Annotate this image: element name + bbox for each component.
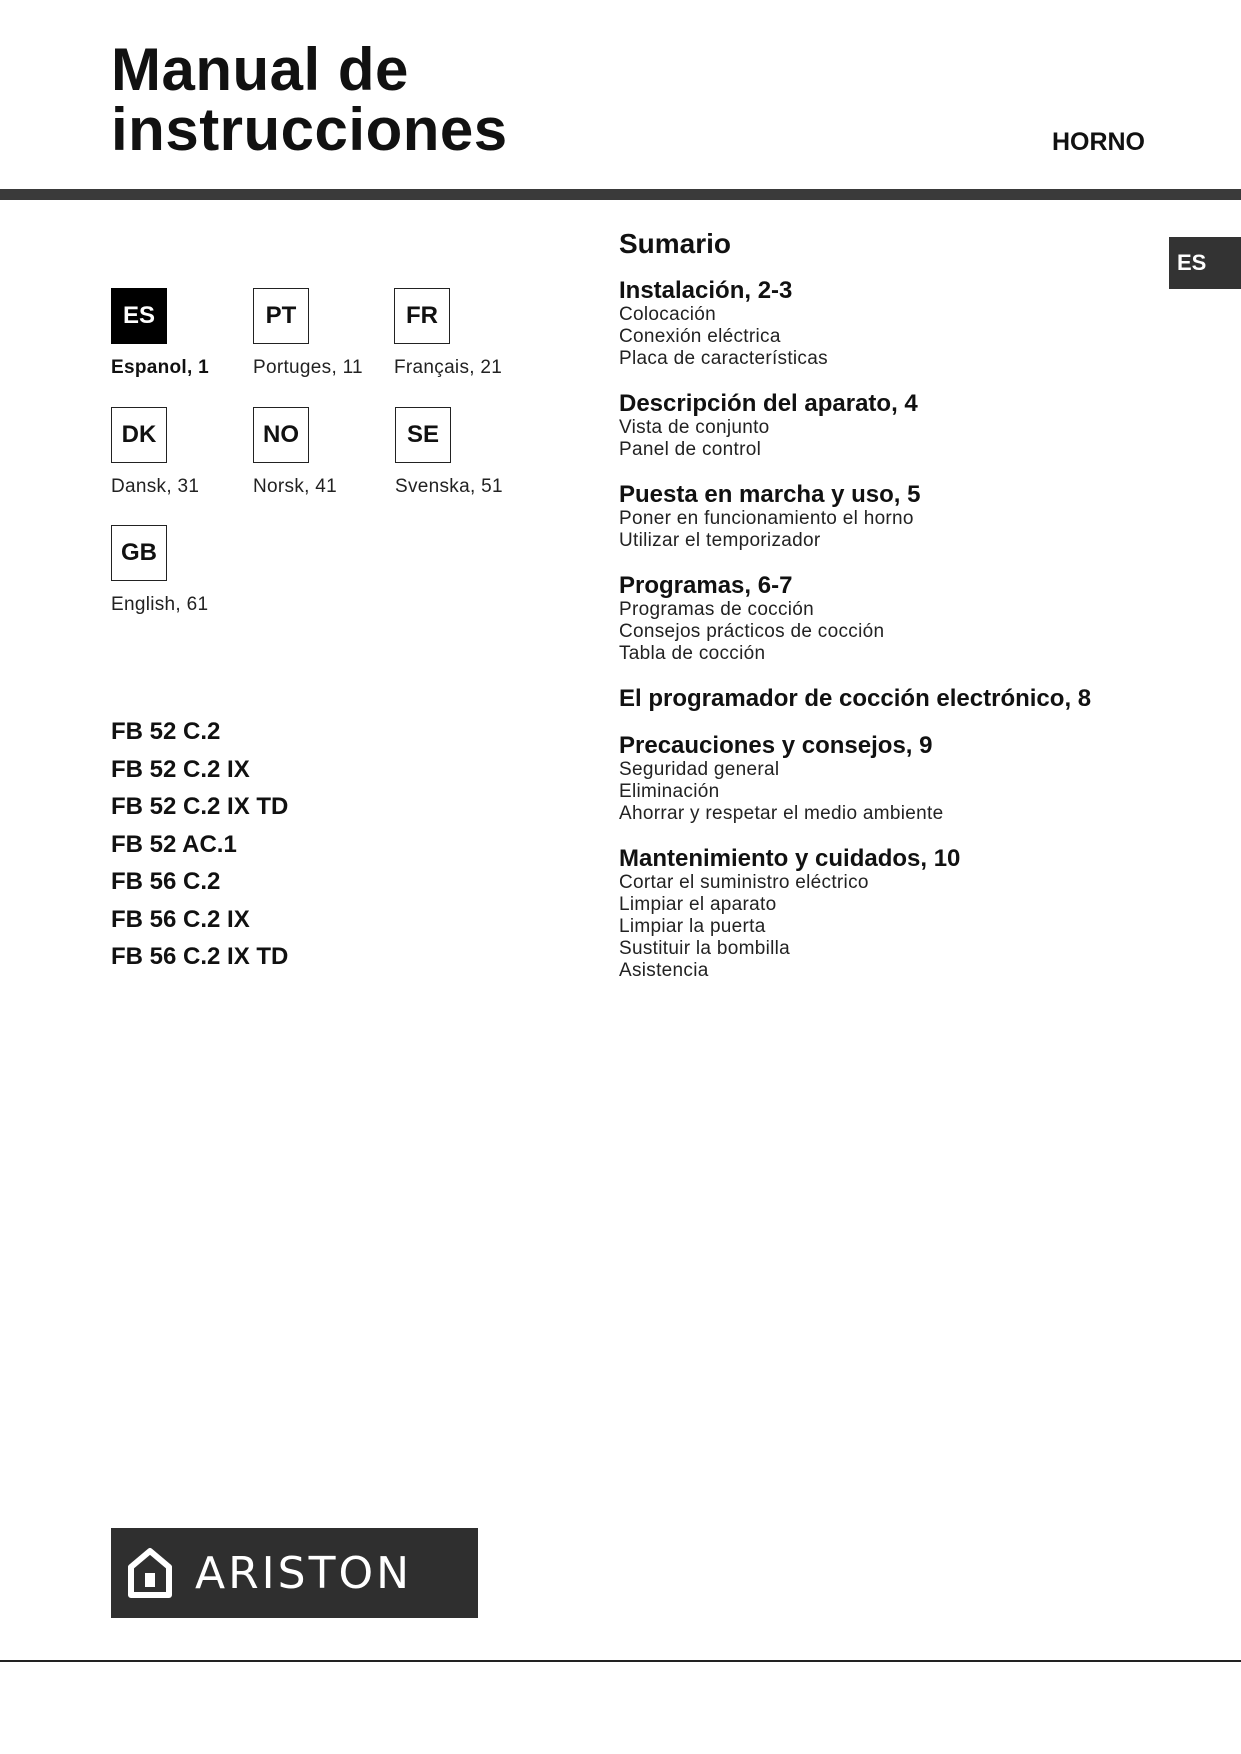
toc-section	[619, 846, 1119, 982]
toc-section-title[interactable]: Mantenimiento y cuidados, 10	[619, 845, 961, 872]
toc-section-title[interactable]: Puesta en marcha y uso, 5	[619, 481, 921, 508]
toc-subitem: Conexión eléctrica	[619, 326, 781, 347]
toc-subitem: Ahorrar y respetar el medio ambiente	[619, 803, 944, 824]
table-of-contents	[619, 226, 1119, 1003]
header-divider	[0, 189, 1241, 200]
language-se[interactable]	[395, 407, 545, 498]
toc-subitem: Eliminación	[619, 781, 720, 802]
model-item: FB 52 AC.1	[111, 830, 237, 858]
language-pt[interactable]	[253, 288, 403, 379]
language-label: Dansk, 31	[111, 476, 200, 497]
manual-title	[111, 36, 508, 163]
language-label: Norsk, 41	[253, 476, 338, 497]
toc-subitem: Asistencia	[619, 960, 709, 981]
language-code-box[interactable]: FR	[394, 288, 450, 344]
model-item: FB 56 C.2	[111, 868, 221, 895]
language-label: Svenska, 51	[395, 476, 503, 497]
toc-section	[619, 733, 1119, 825]
toc-subitem: Seguridad general	[619, 759, 780, 780]
model-item: FB 52 C.2 IX TD	[111, 793, 289, 820]
brand-name: ARISTON	[195, 1547, 413, 1599]
house-icon	[127, 1547, 173, 1599]
language-code-box[interactable]: SE	[395, 407, 451, 463]
toc-subitem: Sustituir la bombilla	[619, 938, 791, 959]
model-item: FB 56 C.2 IX	[111, 905, 250, 933]
language-gb[interactable]	[111, 525, 261, 616]
toc-subitem: Limpiar el aparato	[619, 894, 777, 915]
toc-section-title[interactable]: Programas, 6-7	[619, 572, 793, 599]
language-es[interactable]	[111, 288, 261, 379]
model-list	[111, 713, 511, 976]
toc-subitem: Panel de control	[619, 439, 762, 460]
language-label: Espanol, 1	[111, 357, 210, 378]
toc-subitem: Tabla de cocción	[619, 643, 766, 664]
toc-section	[619, 482, 1119, 552]
toc-subitem: Utilizar el temporizador	[619, 530, 821, 551]
toc-subitem: Colocación	[619, 304, 716, 325]
toc-subitem: Consejos prácticos de cocción	[619, 621, 885, 642]
language-dk[interactable]	[111, 407, 261, 498]
language-label: English, 61	[111, 594, 209, 615]
toc-subitem: Vista de conjunto	[619, 417, 770, 438]
model-item: FB 52 C.2	[111, 718, 221, 745]
toc-section-title[interactable]: Precauciones y consejos, 9	[619, 732, 933, 759]
toc-section	[619, 573, 1119, 665]
toc-subitem: Limpiar la puerta	[619, 916, 766, 937]
toc-subitem: Poner en funcionamiento el horno	[619, 508, 914, 529]
model-item: FB 52 C.2 IX	[111, 755, 250, 783]
toc-section-title[interactable]: Descripción del aparato, 4	[619, 390, 918, 417]
model-item: FB 56 C.2 IX TD	[111, 943, 289, 970]
language-code-box[interactable]: PT	[253, 288, 309, 344]
toc-heading: Sumario	[619, 228, 732, 259]
title-line-1: Manual de	[111, 36, 409, 103]
product-type: HORNO	[1051, 128, 1145, 156]
toc-section-title[interactable]: El programador de cocción electrónico, 8	[619, 685, 1092, 712]
language-label: Portuges, 11	[253, 357, 363, 378]
language-label: Français, 21	[394, 357, 503, 378]
ariston-logo	[111, 1528, 478, 1618]
toc-subitem: Placa de características	[619, 348, 828, 369]
language-fr[interactable]	[394, 288, 544, 379]
language-code-box[interactable]: DK	[111, 407, 167, 463]
toc-section	[619, 686, 1099, 712]
title-line-2: instrucciones	[111, 96, 508, 163]
language-no[interactable]	[253, 407, 403, 498]
footer-divider	[0, 1660, 1241, 1662]
toc-section-title[interactable]: Instalación, 2-3	[619, 277, 793, 304]
toc-subitem: Programas de cocción	[619, 599, 815, 620]
toc-section	[619, 391, 1119, 461]
language-code-box[interactable]: NO	[253, 407, 309, 463]
toc-section	[619, 278, 1119, 370]
language-code-box[interactable]: GB	[111, 525, 167, 581]
toc-subitem: Cortar el suministro eléctrico	[619, 872, 869, 893]
language-tab[interactable]: ES	[1169, 237, 1241, 289]
language-code-box[interactable]: ES	[111, 288, 167, 344]
